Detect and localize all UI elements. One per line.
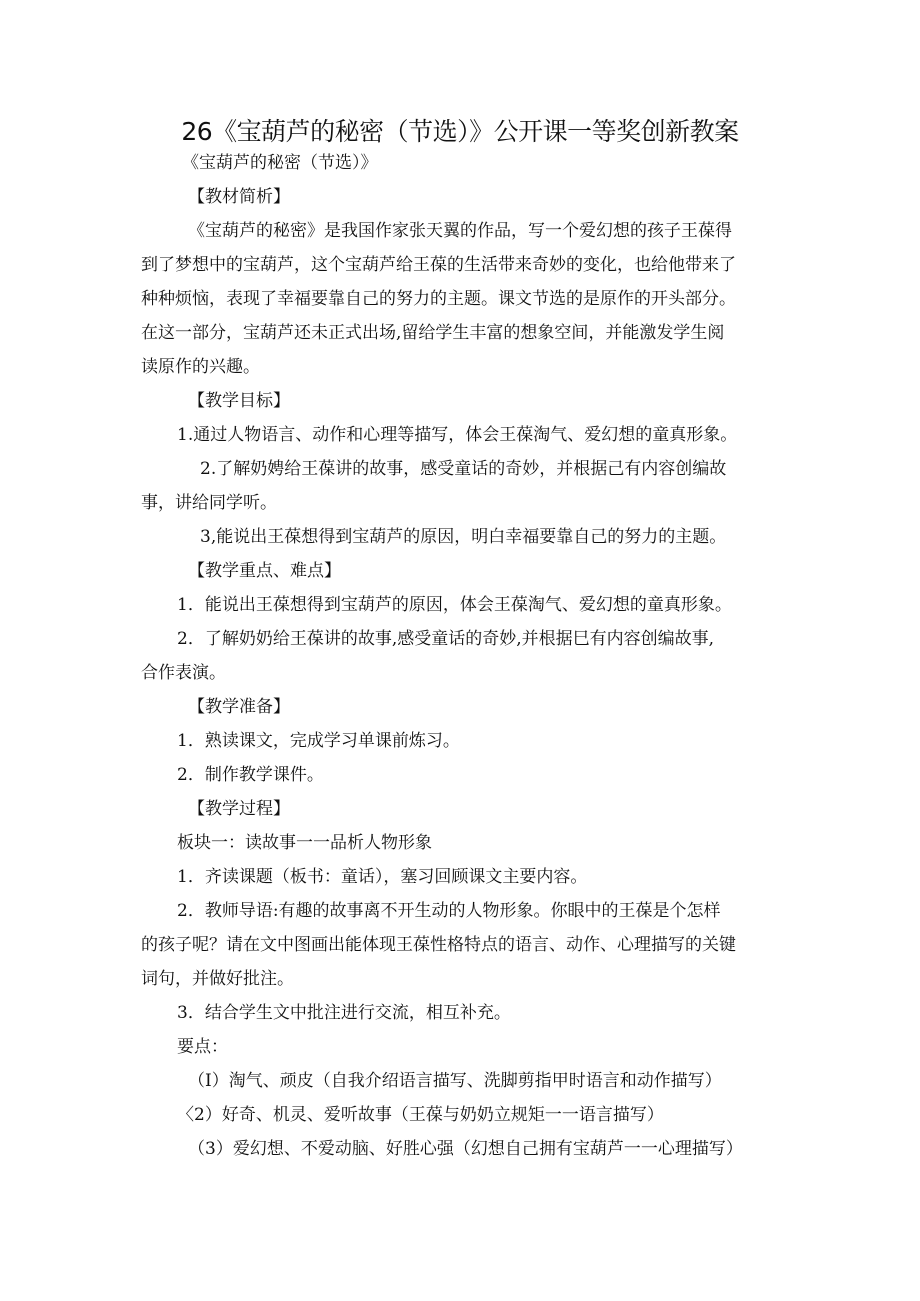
paragraph-line: 种种烦恼，表现了幸福要靠自己的努力的主题。课文节选的是原作的开头部分。: [141, 289, 736, 309]
section-heading: 【教学过程】: [188, 799, 290, 819]
paragraph-line: 在这一部分，宝葫芦还未正式出场,留给学生丰富的想象空间，并能激发学生阅: [141, 323, 725, 343]
list-item: 1．能说出王葆想得到宝葫芦的原因，体会王葆淘气、爱幻想的童真形象。: [177, 595, 732, 615]
list-item-continuation: 的孩子呢？请在文中图画出能体现王葆性格特点的语言、动作、心理描写的关键: [141, 935, 736, 955]
paragraph-line: 《宝葫芦的秘密》是我国作家张天翼的作品，写一个爱幻想的孩子王葆得: [188, 221, 732, 241]
block-heading: 板块一：读故事一一品析人物形象: [177, 833, 432, 853]
points-label: 要点：: [177, 1037, 228, 1057]
list-item: 3．结合学生文中批注进行交流，相互补充。: [177, 1003, 511, 1023]
list-item-continuation: 合作表演。: [141, 663, 226, 683]
list-item: 2．教师导语:有趣的故事离不开生动的人物形象。你眼中的王葆是个怎样: [177, 901, 721, 921]
list-item: 3,能说出王葆想得到宝葫芦的原因，明白幸福要靠自己的努力的主题。: [200, 527, 727, 547]
point-item: （I）淘气、顽皮（自我介绍语言描写、洗脚剪指甲时语言和动作描写）: [188, 1071, 722, 1091]
list-item: 2.了解奶娉给王葆讲的故事，感受童话的奇妙，并根据己有内容创编故: [200, 459, 727, 479]
section-heading: 【教学重点、难点】: [188, 561, 341, 581]
document-title: 26《宝葫芦的秘密（节选）》公开课一等奖创新教案: [181, 117, 739, 146]
list-item: 2．了解奶奶给王葆讲的故事,感受童话的奇妙,并根据巳有内容创编故事,: [177, 629, 715, 649]
point-item: （3）爱幻想、不爱动脑、好胜心强（幻想自己拥有宝葫芦一一心理描写）: [188, 1139, 743, 1159]
subtitle-line: 《宝葫芦的秘密（节选）》: [182, 153, 378, 173]
point-item: 〈2）好奇、机灵、爱听故事（王葆与奶奶立规矩一一语言描写）: [177, 1105, 664, 1125]
list-item-continuation: 词句，并做好批注。: [141, 969, 294, 989]
list-item: 1．熟读课文，完成学习单课前炼习。: [177, 731, 460, 751]
paragraph-line: 读原作的兴趣。: [141, 357, 260, 377]
list-item: 1．齐读课题（板书：童话），塞习回顾课文主要内容。: [177, 867, 588, 887]
list-item-continuation: 事，讲给同学听。: [141, 493, 277, 513]
section-heading: 【教学目标】: [188, 391, 290, 411]
paragraph-line: 到了梦想中的宝葫芦，这个宝葫芦给王葆的生活带来奇妙的变化，也给他带来了: [141, 255, 736, 275]
section-heading: 【教材简析】: [188, 187, 290, 207]
list-item: 2．制作教学课件。: [177, 765, 324, 785]
list-item: 1.通过人物语言、动作和心理等描写，体会王葆淘气、爱幻想的童真形象。: [177, 425, 738, 445]
section-heading: 【教学准备】: [188, 697, 290, 717]
